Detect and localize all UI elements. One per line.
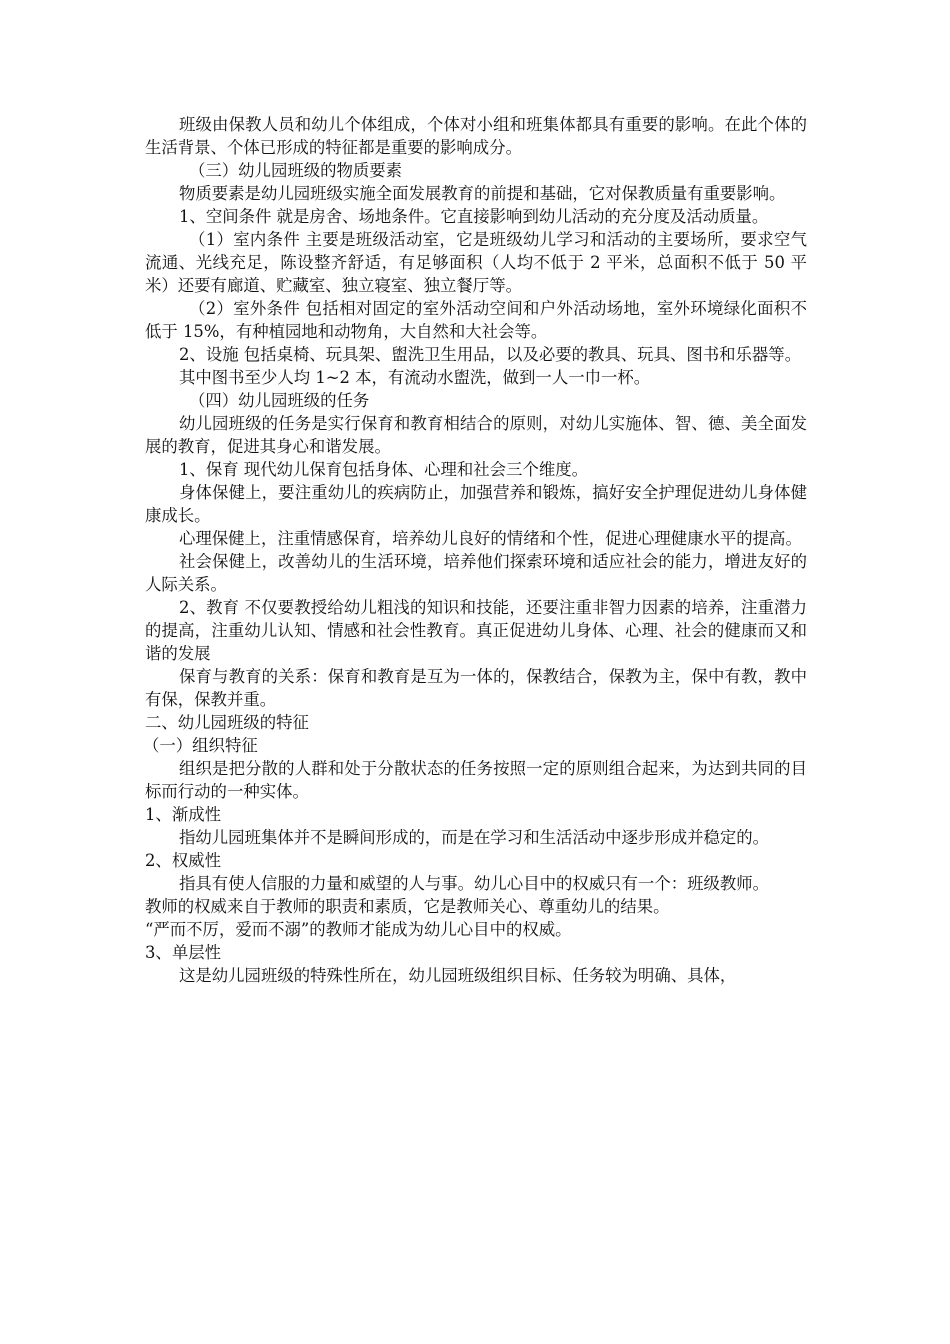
paragraph-education: 2、教育 不仅要教授给幼儿粗浅的知识和技能，还要注重非智力因素的培养，注重潜力的提高，注重幼儿认知、情感和社会性教育。真正促进幼儿身体、心理、社会的健康而又和谐的发展 [145,598,807,663]
paragraph-care-education-relation: 保育与教育的关系：保育和教育是互为一体的，保教结合，保教为主，保中有教，教中有保，保教并重。 [145,667,807,709]
paragraph-authority: 指具有使人信服的力量和威望的人与事。幼儿心目中的权威只有一个：班级教师。 [179,874,770,893]
heading-material-elements: （三）幼儿园班级的物质要素 [189,161,403,180]
paragraph-books-water: 其中图书至少人均 1~2 本，有流动水盥洗，做到一人一巾一杯。 [179,368,651,387]
paragraph-care: 1、保育 现代幼儿保育包括身体、心理和社会三个维度。 [179,460,589,479]
document-body [145,113,807,987]
heading-authority: 2、权威性 [145,851,221,870]
paragraph-single-layer: 这是幼儿园班级的特殊性所在，幼儿园班级组织目标、任务较为明确、具体， [179,966,737,985]
heading-class-features: 二、幼儿园班级的特征 [145,713,309,732]
paragraph-material-elements: 物质要素是幼儿园班级实施全面发展教育的前提和基础，它对保教质量有重要影响。 [179,184,786,203]
paragraph-social-health: 社会保健上，改善幼儿的生活环境，培养他们探索环境和适应社会的能力，增进友好的人际关系。 [145,552,807,594]
paragraph-gradual: 指幼儿园班集体并不是瞬间形成的，而是在学习和生活活动中逐步形成并稳定的。 [179,828,770,847]
heading-single-layer: 3、单层性 [145,943,221,962]
paragraph-facilities: 2、设施 包括桌椅、玩具架、盥洗卫生用品，以及必要的教具、玩具、图书和乐器等。 [179,345,802,364]
paragraph-class-tasks: 幼儿园班级的任务是实行保育和教育相结合的原则，对幼儿实施体、智、德、美全面发展的教育，促进其身心和谐发展。 [145,414,807,456]
heading-class-tasks: （四）幼儿园班级的任务 [189,391,370,410]
paragraph-space-conditions: 1、空间条件 就是房舍、场地条件。它直接影响到幼儿活动的充分度及活动质量。 [179,207,769,226]
paragraph-strict-not-harsh: “严而不厉，爱而不溺”的教师才能成为幼儿心目中的权威。 [145,920,572,939]
heading-gradual: 1、渐成性 [145,805,221,824]
paragraph-class-composition: 班级由保教人员和幼儿个体组成，个体对小组和班集体都具有重要的影响。在此个体的生活背景、个体已形成的特征都是重要的影响成分。 [145,115,807,157]
paragraph-teacher-authority-source: 教师的权威来自于教师的职责和素质，它是教师关心、尊重幼儿的结果。 [145,897,670,916]
paragraph-outdoor-conditions: （2）室外条件 包括相对固定的室外活动空间和户外活动场地，室外环境绿化面积不低于 15%，有种植园地和动物角，大自然和大社会等。 [145,299,807,341]
paragraph-indoor-conditions: （1）室内条件 主要是班级活动室，它是班级幼儿学习和活动的主要场所，要求空气流通、光线充足，陈设整齐舒适，有足够面积（人均不低于 2 平米，总面积不低于 50 平米）还要有廊道、贮藏室、独立寝室、独立餐厅等。 [145,230,807,295]
paragraph-physical-health: 身体保健上，要注重幼儿的疾病防止，加强营养和锻炼，搞好安全护理促进幼儿身体健康成长。 [145,483,807,525]
paragraph-mental-health: 心理保健上，注重情感保育，培养幼儿良好的情绪和个性，促进心理健康水平的提高。 [179,529,802,548]
paragraph-organization-definition: 组织是把分散的人群和处于分散状态的任务按照一定的原则组合起来，为达到共同的目标而行动的一种实体。 [145,759,807,801]
heading-organization-features: （一）组织特征 [143,736,258,755]
